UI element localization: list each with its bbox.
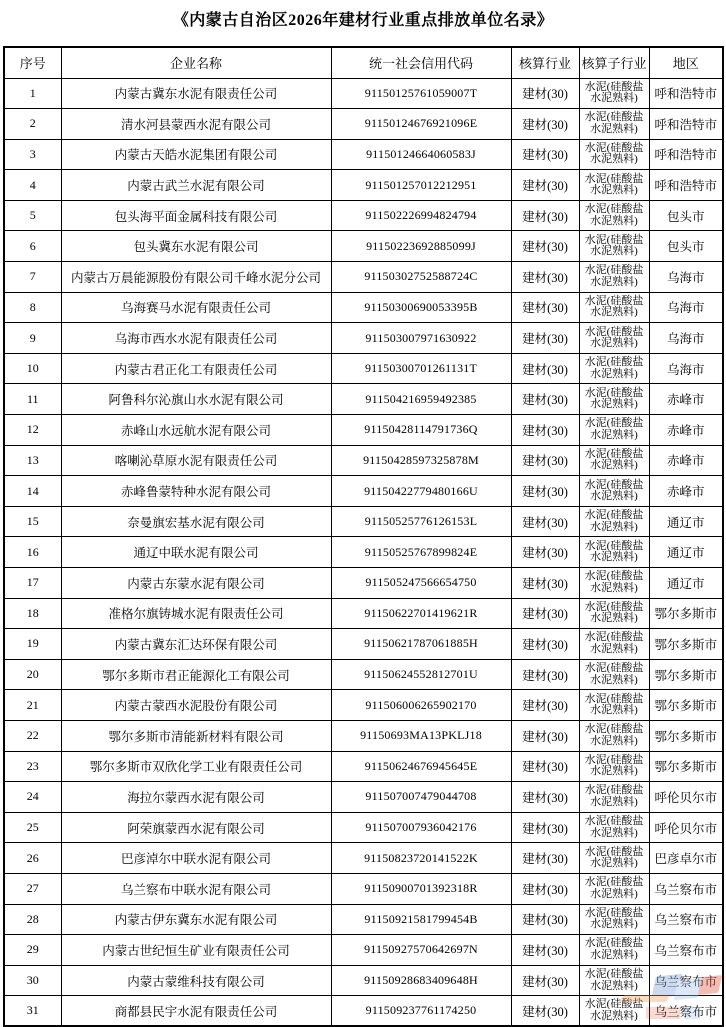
cell-serial: 30 <box>4 965 61 996</box>
cell-region: 赤峰市 <box>649 415 723 446</box>
cell-industry: 建材(30) <box>511 873 579 904</box>
cell-sub-industry: 水泥(硅酸盐水泥熟料) <box>579 384 649 415</box>
table-row <box>4 200 723 231</box>
cell-credit-code: 911506006265902170 <box>331 690 511 721</box>
cell-serial: 16 <box>4 537 61 568</box>
cell-industry: 建材(30) <box>511 996 579 1027</box>
cell-credit-code: 91150525767899824E <box>331 537 511 568</box>
cell-region: 乌兰察布市 <box>649 904 723 935</box>
cell-credit-code: 911507007479044708 <box>331 782 511 813</box>
cell-industry: 建材(30) <box>511 720 579 751</box>
cell-serial: 15 <box>4 506 61 537</box>
cell-industry: 建材(30) <box>511 109 579 140</box>
cell-company-name: 内蒙古万晨能源股份有限公司千峰水泥分公司 <box>61 262 331 293</box>
cell-region: 乌兰察布市 <box>649 935 723 966</box>
cell-credit-code: 91150525776126153L <box>331 506 511 537</box>
cell-company-name: 鄂尔多斯市君正能源化工有限公司 <box>61 659 331 690</box>
cell-credit-code: 91150900701392318R <box>331 873 511 904</box>
cell-industry: 建材(30) <box>511 935 579 966</box>
cell-sub-industry: 水泥(硅酸盐水泥熟料) <box>579 873 649 904</box>
cell-company-name: 内蒙古武兰水泥有限公司 <box>61 170 331 201</box>
table-row <box>4 782 723 813</box>
table-row <box>4 445 723 476</box>
cell-serial: 18 <box>4 598 61 629</box>
cell-credit-code: 91150921581799454B <box>331 904 511 935</box>
cell-company-name: 奈曼旗宏基水泥有限公司 <box>61 506 331 537</box>
cell-industry: 建材(30) <box>511 782 579 813</box>
cell-credit-code: 91150693MA13PKLJ18 <box>331 720 511 751</box>
cell-serial: 22 <box>4 720 61 751</box>
cell-company-name: 乌兰察布中联水泥有限公司 <box>61 873 331 904</box>
cell-sub-industry: 水泥(硅酸盐水泥熟料) <box>579 476 649 507</box>
cell-industry: 建材(30) <box>511 139 579 170</box>
cell-credit-code: 91150823720141522K <box>331 843 511 874</box>
cell-industry: 建材(30) <box>511 292 579 323</box>
table-row <box>4 384 723 415</box>
cell-company-name: 准格尔旗铸城水泥有限责任公司 <box>61 598 331 629</box>
cell-sub-industry: 水泥(硅酸盐水泥熟料) <box>579 659 649 690</box>
cell-industry: 建材(30) <box>511 170 579 201</box>
cell-sub-industry: 水泥(硅酸盐水泥熟料) <box>579 139 649 170</box>
cell-region: 乌海市 <box>649 262 723 293</box>
cell-region: 乌兰察布市 <box>649 873 723 904</box>
cell-credit-code: 91150124676921096E <box>331 109 511 140</box>
cell-credit-code: 91150302752588724C <box>331 262 511 293</box>
table-row <box>4 476 723 507</box>
cell-credit-code: 91150622701419621R <box>331 598 511 629</box>
cell-region: 巴彦卓尔市 <box>649 843 723 874</box>
cell-region: 呼和浩特市 <box>649 170 723 201</box>
table-row <box>4 598 723 629</box>
header-sub-industry: 核算子行业 <box>579 47 649 78</box>
cell-sub-industry: 水泥(硅酸盐水泥熟料) <box>579 996 649 1027</box>
table-row <box>4 537 723 568</box>
cell-sub-industry: 水泥(硅酸盐水泥熟料) <box>579 812 649 843</box>
cell-serial: 28 <box>4 904 61 935</box>
cell-sub-industry: 水泥(硅酸盐水泥熟料) <box>579 109 649 140</box>
cell-serial: 12 <box>4 415 61 446</box>
cell-region: 鄂尔多斯市 <box>649 598 723 629</box>
cell-industry: 建材(30) <box>511 353 579 384</box>
cell-sub-industry: 水泥(硅酸盐水泥熟料) <box>579 782 649 813</box>
cell-region: 鄂尔多斯市 <box>649 690 723 721</box>
cell-industry: 建材(30) <box>511 445 579 476</box>
cell-region: 赤峰市 <box>649 445 723 476</box>
cell-credit-code: 91150124664060583J <box>331 139 511 170</box>
cell-industry: 建材(30) <box>511 476 579 507</box>
table-row <box>4 353 723 384</box>
cell-company-name: 内蒙古东蒙水泥有限公司 <box>61 568 331 599</box>
cell-serial: 4 <box>4 170 61 201</box>
header-serial: 序号 <box>4 47 61 78</box>
table-row <box>4 690 723 721</box>
cell-region: 通辽市 <box>649 568 723 599</box>
cell-serial: 14 <box>4 476 61 507</box>
cell-credit-code: 911501257012212951 <box>331 170 511 201</box>
cell-sub-industry: 水泥(硅酸盐水泥熟料) <box>579 690 649 721</box>
cell-region: 呼和浩特市 <box>649 78 723 109</box>
cell-region: 鄂尔多斯市 <box>649 629 723 660</box>
table-row <box>4 170 723 201</box>
cell-region: 包头市 <box>649 200 723 231</box>
cell-company-name: 鄂尔多斯市清能新材料有限公司 <box>61 720 331 751</box>
cell-sub-industry: 水泥(硅酸盐水泥熟料) <box>579 965 649 996</box>
cell-region: 乌兰察布市 <box>649 965 723 996</box>
cell-credit-code: 911503007971630922 <box>331 323 511 354</box>
table-row <box>4 415 723 446</box>
emission-units-table <box>3 46 724 1027</box>
cell-region: 鄂尔多斯市 <box>649 720 723 751</box>
cell-company-name: 内蒙古冀东水泥有限责任公司 <box>61 78 331 109</box>
cell-industry: 建材(30) <box>511 262 579 293</box>
table-row <box>4 873 723 904</box>
cell-region: 呼伦贝尔市 <box>649 782 723 813</box>
cell-company-name: 海拉尔蒙西水泥有限公司 <box>61 782 331 813</box>
table-row <box>4 935 723 966</box>
cell-region: 鄂尔多斯市 <box>649 659 723 690</box>
cell-serial: 27 <box>4 873 61 904</box>
header-company-name: 企业名称 <box>61 47 331 78</box>
cell-sub-industry: 水泥(硅酸盐水泥熟料) <box>579 843 649 874</box>
table-row <box>4 568 723 599</box>
cell-company-name: 包头海平面金属科技有限公司 <box>61 200 331 231</box>
cell-region: 赤峰市 <box>649 476 723 507</box>
cell-serial: 20 <box>4 659 61 690</box>
cell-company-name: 内蒙古冀东汇达环保有限公司 <box>61 629 331 660</box>
cell-industry: 建材(30) <box>511 323 579 354</box>
cell-credit-code: 91150624552812701U <box>331 659 511 690</box>
cell-credit-code: 91150125761059007T <box>331 78 511 109</box>
cell-region: 呼和浩特市 <box>649 109 723 140</box>
table-row <box>4 78 723 109</box>
cell-company-name: 内蒙古君正化工有限责任公司 <box>61 353 331 384</box>
cell-company-name: 内蒙古蒙维科技有限公司 <box>61 965 331 996</box>
cell-serial: 21 <box>4 690 61 721</box>
cell-company-name: 巴彦淖尔中联水泥有限公司 <box>61 843 331 874</box>
cell-serial: 13 <box>4 445 61 476</box>
cell-sub-industry: 水泥(硅酸盐水泥熟料) <box>579 506 649 537</box>
cell-company-name: 阿荣旗蒙西水泥有限公司 <box>61 812 331 843</box>
cell-industry: 建材(30) <box>511 690 579 721</box>
cell-industry: 建材(30) <box>511 200 579 231</box>
cell-sub-industry: 水泥(硅酸盐水泥熟料) <box>579 262 649 293</box>
cell-industry: 建材(30) <box>511 904 579 935</box>
table-row <box>4 506 723 537</box>
cell-credit-code: 911505247566654750 <box>331 568 511 599</box>
header-industry: 核算行业 <box>511 47 579 78</box>
cell-serial: 23 <box>4 751 61 782</box>
cell-sub-industry: 水泥(硅酸盐水泥熟料) <box>579 231 649 262</box>
table-row <box>4 904 723 935</box>
cell-credit-code: 911509237761174250 <box>331 996 511 1027</box>
cell-sub-industry: 水泥(硅酸盐水泥熟料) <box>579 292 649 323</box>
cell-industry: 建材(30) <box>511 568 579 599</box>
cell-company-name: 商都县民宇水泥有限责任公司 <box>61 996 331 1027</box>
cell-credit-code: 911504216959492385 <box>331 384 511 415</box>
table-row <box>4 292 723 323</box>
cell-serial: 24 <box>4 782 61 813</box>
cell-sub-industry: 水泥(硅酸盐水泥熟料) <box>579 445 649 476</box>
cell-sub-industry: 水泥(硅酸盐水泥熟料) <box>579 568 649 599</box>
table-row <box>4 231 723 262</box>
cell-credit-code: 91150300701261131T <box>331 353 511 384</box>
cell-serial: 1 <box>4 78 61 109</box>
cell-industry: 建材(30) <box>511 629 579 660</box>
cell-industry: 建材(30) <box>511 965 579 996</box>
cell-company-name: 赤峰鲁蒙特种水泥有限公司 <box>61 476 331 507</box>
table-row <box>4 843 723 874</box>
cell-sub-industry: 水泥(硅酸盐水泥熟料) <box>579 200 649 231</box>
cell-company-name: 乌海赛马水泥有限责任公司 <box>61 292 331 323</box>
cell-serial: 3 <box>4 139 61 170</box>
cell-serial: 6 <box>4 231 61 262</box>
table-row <box>4 262 723 293</box>
cell-credit-code: 91150422779480166U <box>331 476 511 507</box>
cell-company-name: 乌海市西水水泥有限责任公司 <box>61 323 331 354</box>
cell-company-name: 内蒙古伊东冀东水泥有限公司 <box>61 904 331 935</box>
cell-credit-code: 91150300690053395B <box>331 292 511 323</box>
cell-sub-industry: 水泥(硅酸盐水泥熟料) <box>579 720 649 751</box>
table-row <box>4 965 723 996</box>
cell-industry: 建材(30) <box>511 598 579 629</box>
table-row <box>4 139 723 170</box>
cell-sub-industry: 水泥(硅酸盐水泥熟料) <box>579 78 649 109</box>
cell-serial: 7 <box>4 262 61 293</box>
cell-company-name: 清水河县蒙西水泥有限公司 <box>61 109 331 140</box>
table-row <box>4 812 723 843</box>
cell-serial: 25 <box>4 812 61 843</box>
cell-serial: 5 <box>4 200 61 231</box>
cell-company-name: 包头冀东水泥有限公司 <box>61 231 331 262</box>
cell-serial: 8 <box>4 292 61 323</box>
cell-region: 赤峰市 <box>649 384 723 415</box>
cell-serial: 19 <box>4 629 61 660</box>
cell-credit-code: 91150428114791736Q <box>331 415 511 446</box>
cell-credit-code: 91150928683409648H <box>331 965 511 996</box>
cell-region: 乌海市 <box>649 353 723 384</box>
cell-industry: 建材(30) <box>511 751 579 782</box>
cell-region: 乌兰察布市 <box>649 996 723 1027</box>
cell-serial: 17 <box>4 568 61 599</box>
header-credit-code: 统一社会信用代码 <box>331 47 511 78</box>
cell-credit-code: 91150624676945645E <box>331 751 511 782</box>
cell-company-name: 鄂尔多斯市双欣化学工业有限责任公司 <box>61 751 331 782</box>
cell-company-name: 内蒙古天皓水泥集团有限公司 <box>61 139 331 170</box>
cell-company-name: 通辽中联水泥有限公司 <box>61 537 331 568</box>
cell-industry: 建材(30) <box>511 415 579 446</box>
cell-serial: 10 <box>4 353 61 384</box>
cell-serial: 26 <box>4 843 61 874</box>
cell-sub-industry: 水泥(硅酸盐水泥熟料) <box>579 415 649 446</box>
cell-region: 乌海市 <box>649 292 723 323</box>
cell-region: 包头市 <box>649 231 723 262</box>
cell-serial: 11 <box>4 384 61 415</box>
table-row <box>4 996 723 1027</box>
cell-industry: 建材(30) <box>511 231 579 262</box>
cell-sub-industry: 水泥(硅酸盐水泥熟料) <box>579 170 649 201</box>
cell-sub-industry: 水泥(硅酸盐水泥熟料) <box>579 353 649 384</box>
cell-sub-industry: 水泥(硅酸盐水泥熟料) <box>579 904 649 935</box>
cell-sub-industry: 水泥(硅酸盐水泥熟料) <box>579 323 649 354</box>
table-row <box>4 629 723 660</box>
cell-sub-industry: 水泥(硅酸盐水泥熟料) <box>579 935 649 966</box>
cell-industry: 建材(30) <box>511 843 579 874</box>
cell-credit-code: 91150223692885099J <box>331 231 511 262</box>
page-title: 《内蒙古自治区2026年建材行业重点排放单位名录》 <box>172 12 554 29</box>
cell-region: 鄂尔多斯市 <box>649 751 723 782</box>
cell-credit-code: 91150927570642697N <box>331 935 511 966</box>
cell-sub-industry: 水泥(硅酸盐水泥熟料) <box>579 751 649 782</box>
table-row <box>4 109 723 140</box>
cell-industry: 建材(30) <box>511 812 579 843</box>
cell-serial: 9 <box>4 323 61 354</box>
cell-industry: 建材(30) <box>511 78 579 109</box>
cell-credit-code: 911502226994824794 <box>331 200 511 231</box>
table-header <box>4 47 723 78</box>
cell-company-name: 内蒙古蒙西水泥股份有限公司 <box>61 690 331 721</box>
table-row <box>4 323 723 354</box>
header-region: 地区 <box>649 47 723 78</box>
cell-company-name: 内蒙古世纪恒生矿业有限责任公司 <box>61 935 331 966</box>
cell-region: 通辽市 <box>649 537 723 568</box>
cell-serial: 31 <box>4 996 61 1027</box>
table-row <box>4 751 723 782</box>
cell-credit-code: 911507007936042176 <box>331 812 511 843</box>
cell-region: 呼伦贝尔市 <box>649 812 723 843</box>
cell-company-name: 赤峰山水远航水泥有限公司 <box>61 415 331 446</box>
cell-credit-code: 91150621787061885H <box>331 629 511 660</box>
cell-region: 呼和浩特市 <box>649 139 723 170</box>
cell-credit-code: 91150428597325878M <box>331 445 511 476</box>
cell-sub-industry: 水泥(硅酸盐水泥熟料) <box>579 537 649 568</box>
cell-sub-industry: 水泥(硅酸盐水泥熟料) <box>579 598 649 629</box>
table-row <box>4 720 723 751</box>
cell-company-name: 喀喇沁草原水泥有限责任公司 <box>61 445 331 476</box>
cell-company-name: 阿鲁科尔沁旗山水水泥有限公司 <box>61 384 331 415</box>
cell-sub-industry: 水泥(硅酸盐水泥熟料) <box>579 629 649 660</box>
table-row <box>4 659 723 690</box>
cell-region: 通辽市 <box>649 506 723 537</box>
cell-serial: 2 <box>4 109 61 140</box>
table-body <box>4 78 723 1026</box>
cell-industry: 建材(30) <box>511 506 579 537</box>
cell-industry: 建材(30) <box>511 537 579 568</box>
cell-serial: 29 <box>4 935 61 966</box>
cell-industry: 建材(30) <box>511 659 579 690</box>
header-row <box>4 47 723 78</box>
cell-industry: 建材(30) <box>511 384 579 415</box>
cell-region: 乌海市 <box>649 323 723 354</box>
